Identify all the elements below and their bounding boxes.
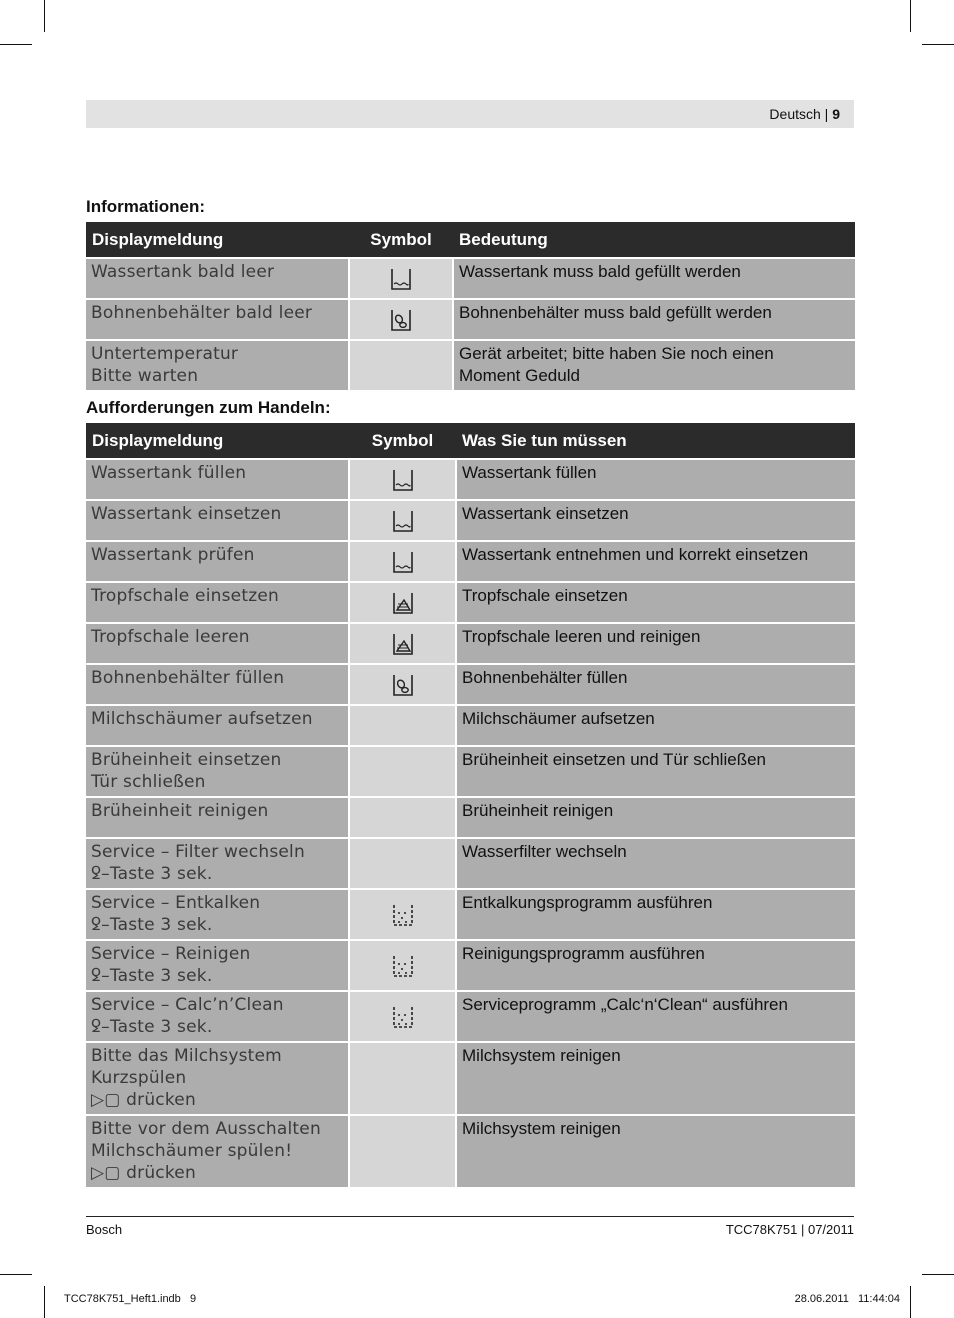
bean-container-icon bbox=[389, 309, 413, 328]
display-message bbox=[86, 664, 349, 705]
water-tank-icon bbox=[391, 551, 415, 570]
table-header-row bbox=[86, 222, 855, 258]
table-row bbox=[86, 705, 855, 746]
column-header-symbol: Symbol bbox=[349, 423, 456, 459]
print-slug-datetime: 28.06.2011 11:44:04 bbox=[794, 1293, 900, 1305]
crop-mark bbox=[910, 1286, 911, 1318]
display-message bbox=[86, 746, 349, 797]
display-message bbox=[86, 889, 349, 940]
display-message-line: Wassertank einsetzen bbox=[91, 504, 282, 524]
display-message-line: Bohnenbehälter bald leer bbox=[91, 303, 313, 323]
table-row bbox=[86, 1115, 855, 1187]
display-message bbox=[86, 797, 349, 838]
meaning-text bbox=[456, 705, 855, 746]
meaning-text bbox=[456, 991, 855, 1042]
display-message-line: Bitte warten bbox=[91, 366, 199, 386]
meaning-line: Serviceprogramm „Calc‘n‘Clean“ ausführen bbox=[462, 995, 788, 1014]
display-message-line: Bohnenbehälter füllen bbox=[91, 668, 285, 688]
symbol-cell bbox=[349, 940, 456, 991]
bean-container-icon bbox=[391, 674, 415, 693]
meaning-line: Milchsystem reinigen bbox=[462, 1046, 621, 1065]
meaning-line: Tropfschale einsetzen bbox=[462, 586, 628, 605]
meaning-text bbox=[456, 838, 855, 889]
display-message-line: Bitte vor dem Ausschalten bbox=[91, 1119, 321, 1139]
meaning-text bbox=[456, 623, 855, 664]
display-message-line: Tür schließen bbox=[91, 772, 206, 792]
meaning-line: Milchsystem reinigen bbox=[462, 1119, 621, 1138]
table-row bbox=[86, 746, 855, 797]
column-header-symbol: Symbol bbox=[349, 222, 453, 258]
meaning-text bbox=[453, 258, 855, 299]
column-header-meaning: Bedeutung bbox=[453, 222, 855, 258]
print-slug-file: TCC78K751_Heft1.indb 9 bbox=[64, 1293, 197, 1305]
column-header-action: Was Sie tun müssen bbox=[456, 423, 855, 459]
service-container-icon bbox=[391, 955, 415, 974]
symbol-cell bbox=[349, 664, 456, 705]
table-row bbox=[86, 258, 855, 299]
symbol-cell bbox=[349, 500, 456, 541]
column-header-display: Displaymeldung bbox=[86, 222, 349, 258]
symbol-cell bbox=[349, 340, 453, 390]
crop-mark bbox=[44, 0, 45, 32]
symbol-cell bbox=[349, 582, 456, 623]
display-message bbox=[86, 500, 349, 541]
service-container-icon bbox=[391, 904, 415, 923]
meaning-text bbox=[456, 582, 855, 623]
page-number: 9 bbox=[832, 106, 840, 122]
meaning-text bbox=[456, 1115, 855, 1187]
symbol-cell bbox=[349, 258, 453, 299]
meaning-text bbox=[456, 797, 855, 838]
symbol-cell bbox=[349, 1115, 456, 1187]
meaning-text bbox=[456, 1042, 855, 1115]
meaning-line: Moment Geduld bbox=[459, 366, 580, 385]
footer-model: TCC78K751 | 07/2011 bbox=[725, 1222, 854, 1237]
display-message-line: ꝿ–Taste 3 sek. bbox=[91, 864, 213, 884]
meaning-text bbox=[456, 500, 855, 541]
drip-tray-icon bbox=[391, 592, 415, 611]
meaning-line: Gerät arbeitet; bitte haben Sie noch einen bbox=[459, 344, 774, 363]
symbol-cell bbox=[349, 797, 456, 838]
display-message bbox=[86, 623, 349, 664]
meaning-line: Brüheinheit reinigen bbox=[462, 801, 614, 820]
header-separator: | bbox=[824, 106, 829, 122]
symbol-cell bbox=[349, 705, 456, 746]
display-message bbox=[86, 582, 349, 623]
water-tank-icon bbox=[391, 469, 415, 488]
service-container-icon bbox=[391, 1006, 415, 1025]
display-message-line: Wassertank prüfen bbox=[91, 545, 255, 565]
crop-mark bbox=[0, 1274, 32, 1275]
display-message-line: Service – Filter wechseln bbox=[91, 842, 305, 862]
display-message-line: Tropfschale einsetzen bbox=[91, 586, 279, 606]
meaning-text bbox=[453, 299, 855, 340]
display-message bbox=[86, 340, 349, 390]
meaning-line: Wassertank muss bald gefüllt werden bbox=[459, 262, 741, 281]
display-message-line: Bitte das Milchsystem bbox=[91, 1046, 282, 1066]
table-row bbox=[86, 889, 855, 940]
table-row bbox=[86, 623, 855, 664]
display-message bbox=[86, 299, 349, 340]
footer-brand: Bosch bbox=[86, 1222, 123, 1237]
drip-tray-icon bbox=[391, 633, 415, 652]
display-message-line: Tropfschale leeren bbox=[91, 627, 250, 647]
display-message-line: Wassertank füllen bbox=[91, 463, 247, 483]
table-row bbox=[86, 541, 855, 582]
meaning-line: Brüheinheit einsetzen und Tür schließen bbox=[462, 750, 766, 769]
info-table bbox=[86, 222, 855, 390]
meaning-line: Bohnenbehälter füllen bbox=[462, 668, 628, 687]
meaning-text bbox=[453, 340, 855, 390]
display-message bbox=[86, 1042, 349, 1115]
display-message bbox=[86, 1115, 349, 1187]
column-header-display: Displaymeldung bbox=[86, 423, 349, 459]
crop-mark bbox=[922, 44, 954, 45]
table-row bbox=[86, 299, 855, 340]
display-message-line: Milchschäumer aufsetzen bbox=[91, 709, 313, 729]
display-message bbox=[86, 991, 349, 1042]
display-message-line: ▷▢ drücken bbox=[91, 1090, 196, 1110]
header-text bbox=[769, 106, 840, 122]
display-message-line: Kurzspülen bbox=[91, 1068, 187, 1088]
display-message-line: Milchschäumer spülen! bbox=[91, 1141, 293, 1161]
display-message-line: ▷▢ drücken bbox=[91, 1163, 196, 1183]
display-message bbox=[86, 705, 349, 746]
table-row bbox=[86, 582, 855, 623]
display-message-line: Wassertank bald leer bbox=[91, 262, 275, 282]
symbol-cell bbox=[349, 459, 456, 500]
table-row bbox=[86, 1042, 855, 1115]
display-message bbox=[86, 838, 349, 889]
display-message-line: ꝿ–Taste 3 sek. bbox=[91, 1017, 213, 1037]
table-row bbox=[86, 340, 855, 390]
symbol-cell bbox=[349, 991, 456, 1042]
display-message bbox=[86, 459, 349, 500]
meaning-text bbox=[456, 940, 855, 991]
action-table bbox=[86, 423, 855, 1187]
symbol-cell bbox=[349, 299, 453, 340]
display-message-line: Service – Reinigen bbox=[91, 944, 251, 964]
water-tank-icon bbox=[391, 510, 415, 529]
table-row bbox=[86, 991, 855, 1042]
meaning-text bbox=[456, 889, 855, 940]
display-message-line: ꝿ–Taste 3 sek. bbox=[91, 966, 213, 986]
table-row bbox=[86, 664, 855, 705]
table-row bbox=[86, 838, 855, 889]
display-message-line: Brüheinheit einsetzen bbox=[91, 750, 282, 770]
footer-rule bbox=[86, 1216, 854, 1217]
meaning-line: Wassertank entnehmen und korrekt einsetzen bbox=[462, 545, 809, 564]
meaning-line: Wassertank einsetzen bbox=[462, 504, 629, 523]
meaning-text bbox=[456, 746, 855, 797]
meaning-line: Wasserfilter wechseln bbox=[462, 842, 627, 861]
display-message-line: ꝿ–Taste 3 sek. bbox=[91, 915, 213, 935]
table-header-row bbox=[86, 423, 855, 459]
display-message bbox=[86, 940, 349, 991]
crop-mark bbox=[0, 44, 32, 45]
symbol-cell bbox=[349, 541, 456, 582]
display-message-line: Untertemperatur bbox=[91, 344, 239, 364]
table-row bbox=[86, 500, 855, 541]
header-language: Deutsch bbox=[769, 106, 821, 122]
meaning-line: Wassertank füllen bbox=[462, 463, 597, 482]
meaning-line: Tropfschale leeren und reinigen bbox=[462, 627, 701, 646]
crop-mark bbox=[44, 1286, 45, 1318]
meaning-line: Milchschäumer aufsetzen bbox=[462, 709, 655, 728]
symbol-cell bbox=[349, 746, 456, 797]
display-message bbox=[86, 258, 349, 299]
page-header bbox=[86, 100, 854, 128]
symbol-cell bbox=[349, 1042, 456, 1115]
info-section-title: Informationen: bbox=[86, 197, 205, 216]
meaning-text bbox=[456, 459, 855, 500]
symbol-cell bbox=[349, 623, 456, 664]
display-message-line: Service – Entkalken bbox=[91, 893, 261, 913]
meaning-line: Reinigungsprogramm ausführen bbox=[462, 944, 705, 963]
water-tank-icon bbox=[389, 268, 413, 287]
action-section-title: Aufforderungen zum Handeln: bbox=[86, 398, 331, 417]
display-message-line: Service – Calc’n’Clean bbox=[91, 995, 284, 1015]
table-row bbox=[86, 940, 855, 991]
crop-mark bbox=[922, 1274, 954, 1275]
display-message-line: Brüheinheit reinigen bbox=[91, 801, 269, 821]
crop-mark bbox=[910, 0, 911, 32]
meaning-text bbox=[456, 664, 855, 705]
table-row bbox=[86, 797, 855, 838]
symbol-cell bbox=[349, 889, 456, 940]
meaning-line: Entkalkungsprogramm ausführen bbox=[462, 893, 713, 912]
meaning-line: Bohnenbehälter muss bald gefüllt werden bbox=[459, 303, 772, 322]
table-row bbox=[86, 459, 855, 500]
display-message bbox=[86, 541, 349, 582]
symbol-cell bbox=[349, 838, 456, 889]
meaning-text bbox=[456, 541, 855, 582]
